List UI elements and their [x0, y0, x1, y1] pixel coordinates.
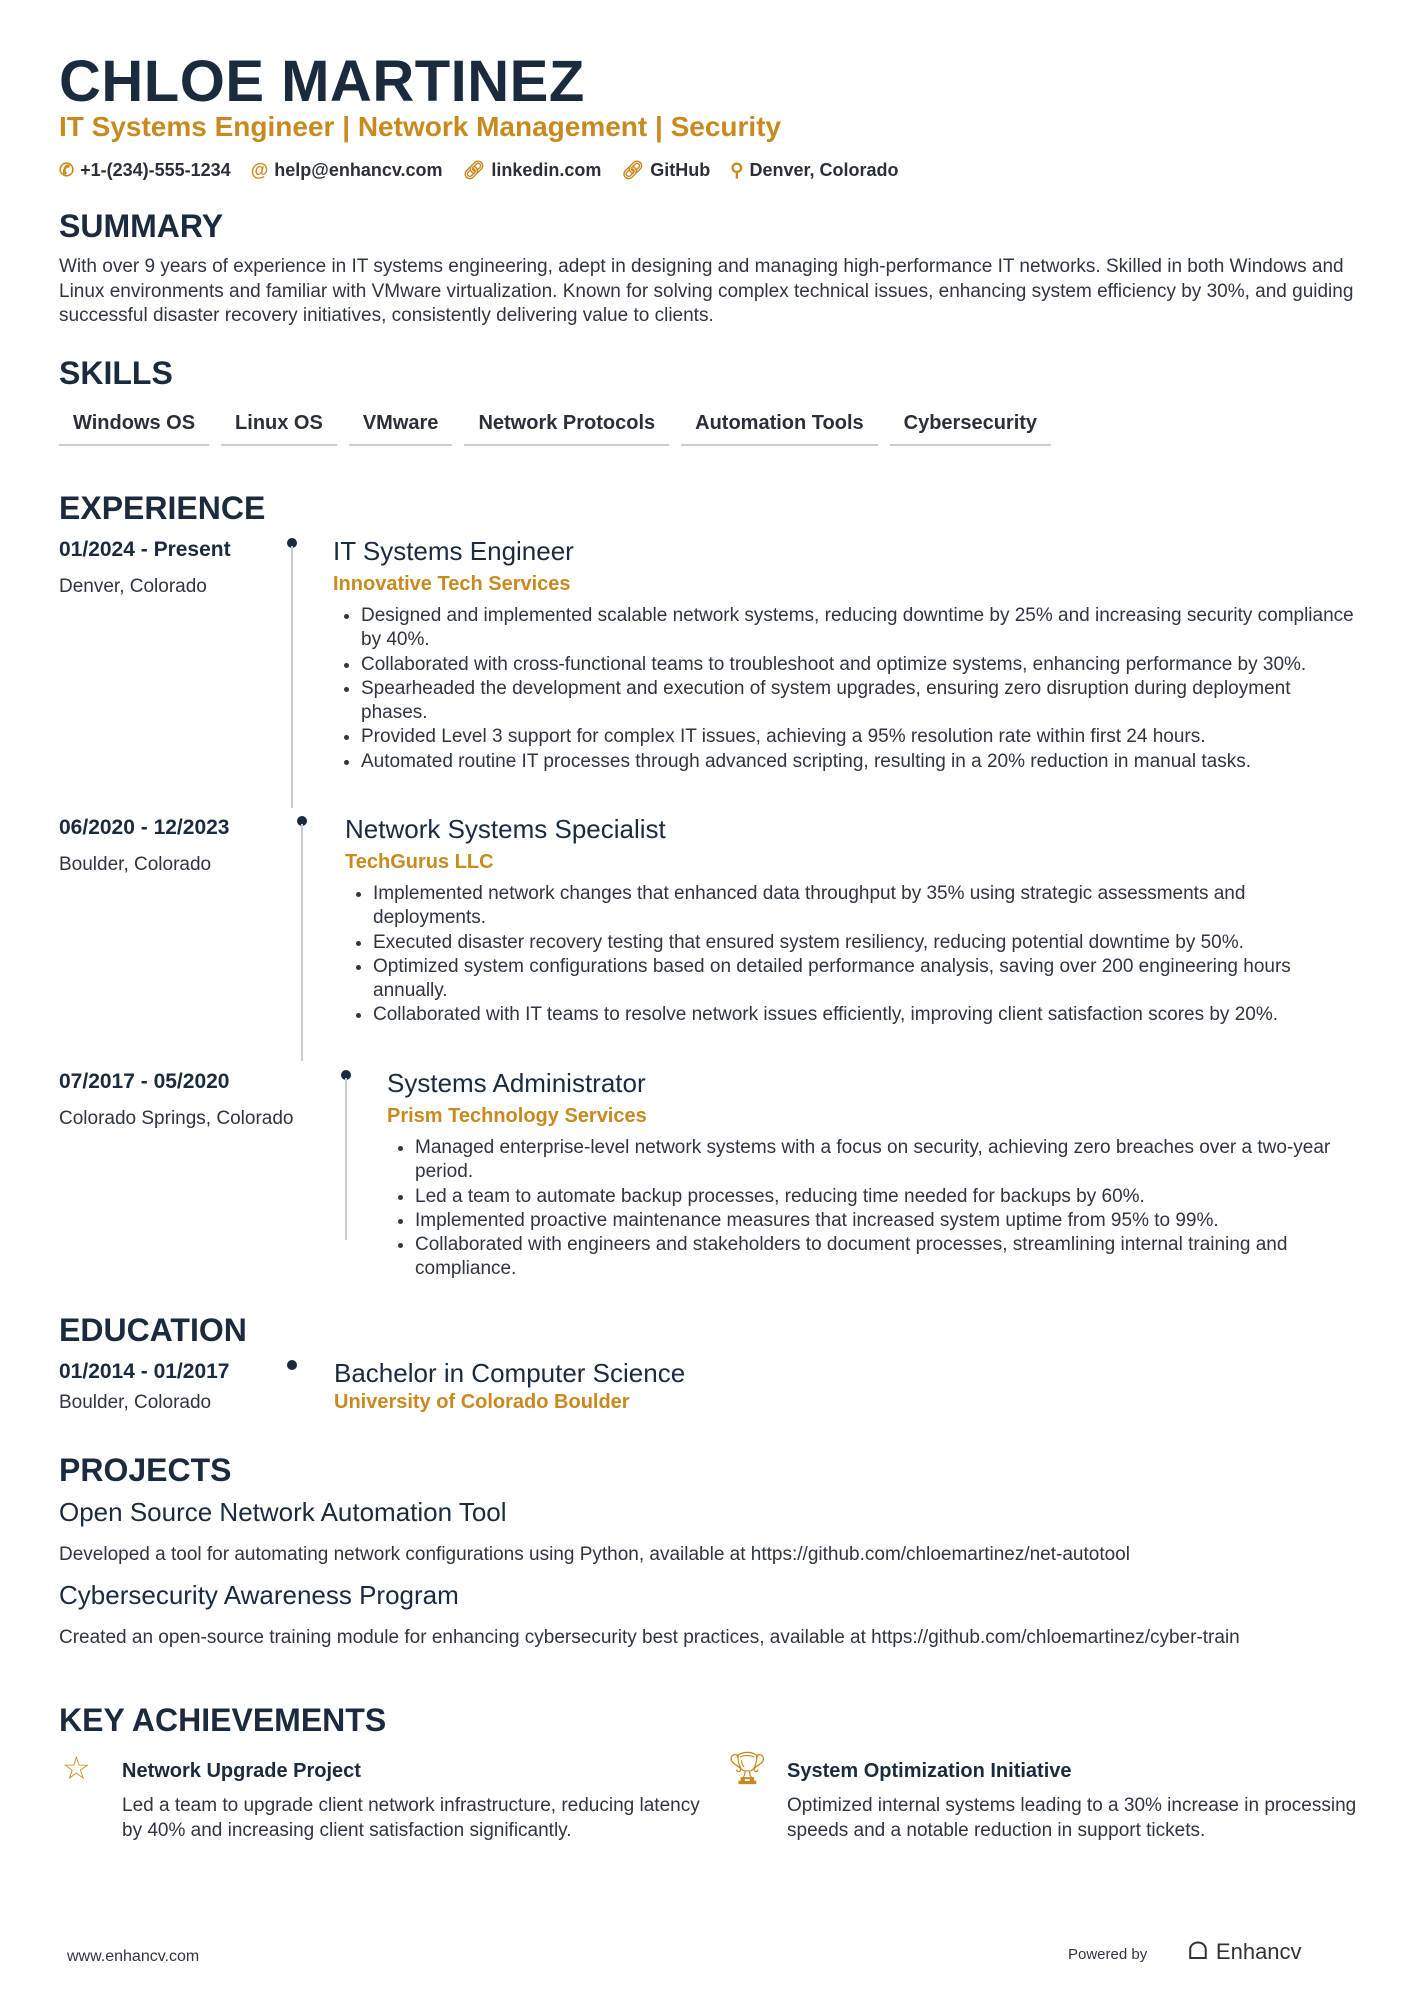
enhancv-logo[interactable]: ᗝ Enhancv — [1188, 1938, 1302, 1965]
footer-powered-by: Powered by — [1068, 1946, 1148, 1963]
summary-text: With over 9 years of experience in IT systems engineering, adept in designing and managing high-performance IT networks. Skilled in both Windows and Linux environments and familiar with VMware virtualization. Known for solving complex technical issues, enhancing system efficiency by 30%, and guiding successful disaster recovery initiatives, consistently delivering value to clients. — [59, 256, 1354, 326]
job-title: IT Systems Engineer — [333, 536, 574, 566]
bullet: • Managed enterprise-level network systems with a focus on security, achieving zero breaches over a two-year period. — [415, 1136, 1360, 1185]
bullet: • Spearheaded the development and execution of system upgrades, ensuring zero disruption during deployment phases. — [361, 677, 1360, 726]
job-bullets — [345, 882, 1360, 1028]
bullet: • Provided Level 3 support for complex IT issues, achieving a 95% resolution rate within first 24 hours. — [361, 725, 1360, 749]
achievement-item — [62, 1752, 702, 1843]
experience-entry — [59, 538, 1360, 808]
bullet: • Implemented proactive maintenance measures that increased system uptime from 95% to 99%. — [415, 1209, 1360, 1233]
timeline-dot — [287, 1360, 297, 1370]
experience-entry — [59, 816, 1360, 1061]
skills-list — [59, 408, 1360, 446]
bullet: • Executed disaster recovery testing that ensured system resiliency, reducing potential downtime by 50%. — [373, 931, 1360, 955]
contact-linkedin[interactable]: 🔗︎ linkedin.com — [462, 160, 602, 180]
bullet: • Implemented network changes that enhanced data throughput by 35% using strategic assessments and deployments. — [373, 882, 1360, 931]
contact-bar — [59, 160, 1360, 181]
education-heading: EDUCATION — [59, 1312, 247, 1348]
enhancv-logo-icon: ᗝ — [1188, 1938, 1208, 1965]
location-pin-icon: ⚲ — [730, 160, 744, 180]
contact-phone[interactable]: ✆ +1-(234)-555-1234 — [59, 160, 231, 180]
job-company: Innovative Tech Services — [333, 573, 571, 595]
link-icon: 🔗︎ — [621, 160, 645, 180]
skill-tag: Windows OS — [59, 408, 209, 446]
achievement-title: Network Upgrade Project — [122, 1760, 361, 1782]
project-description: Created an open-source training module for enhancing cybersecurity best practices, available at https://github.com/chloemartinez/cyber-train — [59, 1627, 1240, 1648]
bullet: • Collaborated with IT teams to resolve network issues efficiently, improving client satisfaction scores by 20%. — [373, 1003, 1360, 1027]
bullet: • Collaborated with cross-functional teams to troubleshoot and optimize systems, enhancing performance by 30%. — [361, 653, 1360, 677]
star-icon: ☆ — [62, 1750, 91, 1786]
job-company: TechGurus LLC — [345, 851, 494, 873]
job-title: Network Systems Specialist — [345, 814, 666, 844]
skill-tag: VMware — [349, 408, 453, 446]
job-date: 07/2017 - 05/2020 — [59, 1070, 230, 1093]
timeline-line — [345, 1078, 347, 1240]
skill-tag: Linux OS — [221, 408, 337, 446]
job-location: Boulder, Colorado — [59, 854, 212, 875]
school: University of Colorado Boulder — [334, 1391, 630, 1413]
job-bullets — [333, 604, 1360, 774]
timeline-line — [291, 546, 293, 808]
bullet: • Automated routine IT processes through advanced scripting, resulting in a 20% reduction in manual tasks. — [361, 750, 1360, 774]
experience-heading: EXPERIENCE — [59, 490, 266, 526]
contact-email[interactable]: @ help@enhancv.com — [250, 160, 443, 180]
contact-location: ⚲ Denver, Colorado — [730, 160, 899, 180]
job-date: 06/2020 - 12/2023 — [59, 816, 230, 839]
skills-heading: SKILLS — [59, 355, 173, 391]
candidate-name: CHLOE MARTINEZ — [59, 49, 585, 114]
project-title: Open Source Network Automation Tool — [59, 1497, 507, 1527]
projects-heading: PROJECTS — [59, 1452, 232, 1488]
project-title: Cybersecurity Awareness Program — [59, 1580, 459, 1610]
degree: Bachelor in Computer Science — [334, 1358, 686, 1388]
timeline-line — [301, 824, 303, 1061]
job-bullets — [387, 1136, 1360, 1282]
achievement-item — [727, 1752, 1367, 1843]
bullet: • Optimized system configurations based on detailed performance analysis, saving over 200 engineering hours annually. — [373, 955, 1360, 1004]
trophy-icon: 🏆︎ — [727, 1750, 768, 1786]
job-company: Prism Technology Services — [387, 1105, 647, 1127]
bullet: • Led a team to automate backup processes, reducing time needed for backups by 60%. — [415, 1185, 1360, 1209]
bullet: • Collaborated with engineers and stakeholders to document processes, streamlining internal training and compliance. — [415, 1233, 1360, 1282]
achievement-title: System Optimization Initiative — [787, 1760, 1072, 1782]
education-entry — [59, 1360, 1360, 1430]
footer-website[interactable]: www.enhancv.com — [67, 1948, 200, 1965]
bullet: • Designed and implemented scalable network systems, reducing downtime by 25% and increasing security compliance by 40%. — [361, 604, 1360, 653]
project-description: Developed a tool for automating network configurations using Python, available at https://github.com/chloemartinez/net-autotool — [59, 1544, 1130, 1565]
link-icon: 🔗︎ — [462, 160, 486, 180]
achievement-description: Led a team to upgrade client network infrastructure, reducing latency by 40% and increasing client satisfaction significantly. — [122, 1795, 700, 1841]
experience-entry — [59, 1068, 1360, 1280]
job-title: Systems Administrator — [387, 1068, 646, 1098]
job-location: Denver, Colorado — [59, 576, 207, 597]
skill-tag: Automation Tools — [681, 408, 878, 446]
phone-icon: ✆ — [59, 160, 75, 180]
job-date: 01/2024 - Present — [59, 538, 231, 561]
contact-github[interactable]: 🔗︎ GitHub — [621, 160, 711, 180]
candidate-subtitle: IT Systems Engineer | Network Management | Security — [59, 111, 782, 142]
education-date: 01/2014 - 01/2017 — [59, 1360, 230, 1383]
achievement-description: Optimized internal systems leading to a 30% increase in processing speeds and a notable reduction in support tickets. — [787, 1795, 1357, 1841]
skill-tag: Cybersecurity — [890, 408, 1051, 446]
job-location: Colorado Springs, Colorado — [59, 1108, 294, 1129]
achievements-heading: KEY ACHIEVEMENTS — [59, 1702, 387, 1738]
education-location: Boulder, Colorado — [59, 1392, 212, 1413]
summary-heading: SUMMARY — [59, 208, 224, 244]
at-icon: @ — [250, 160, 269, 180]
skill-tag: Network Protocols — [464, 408, 669, 446]
